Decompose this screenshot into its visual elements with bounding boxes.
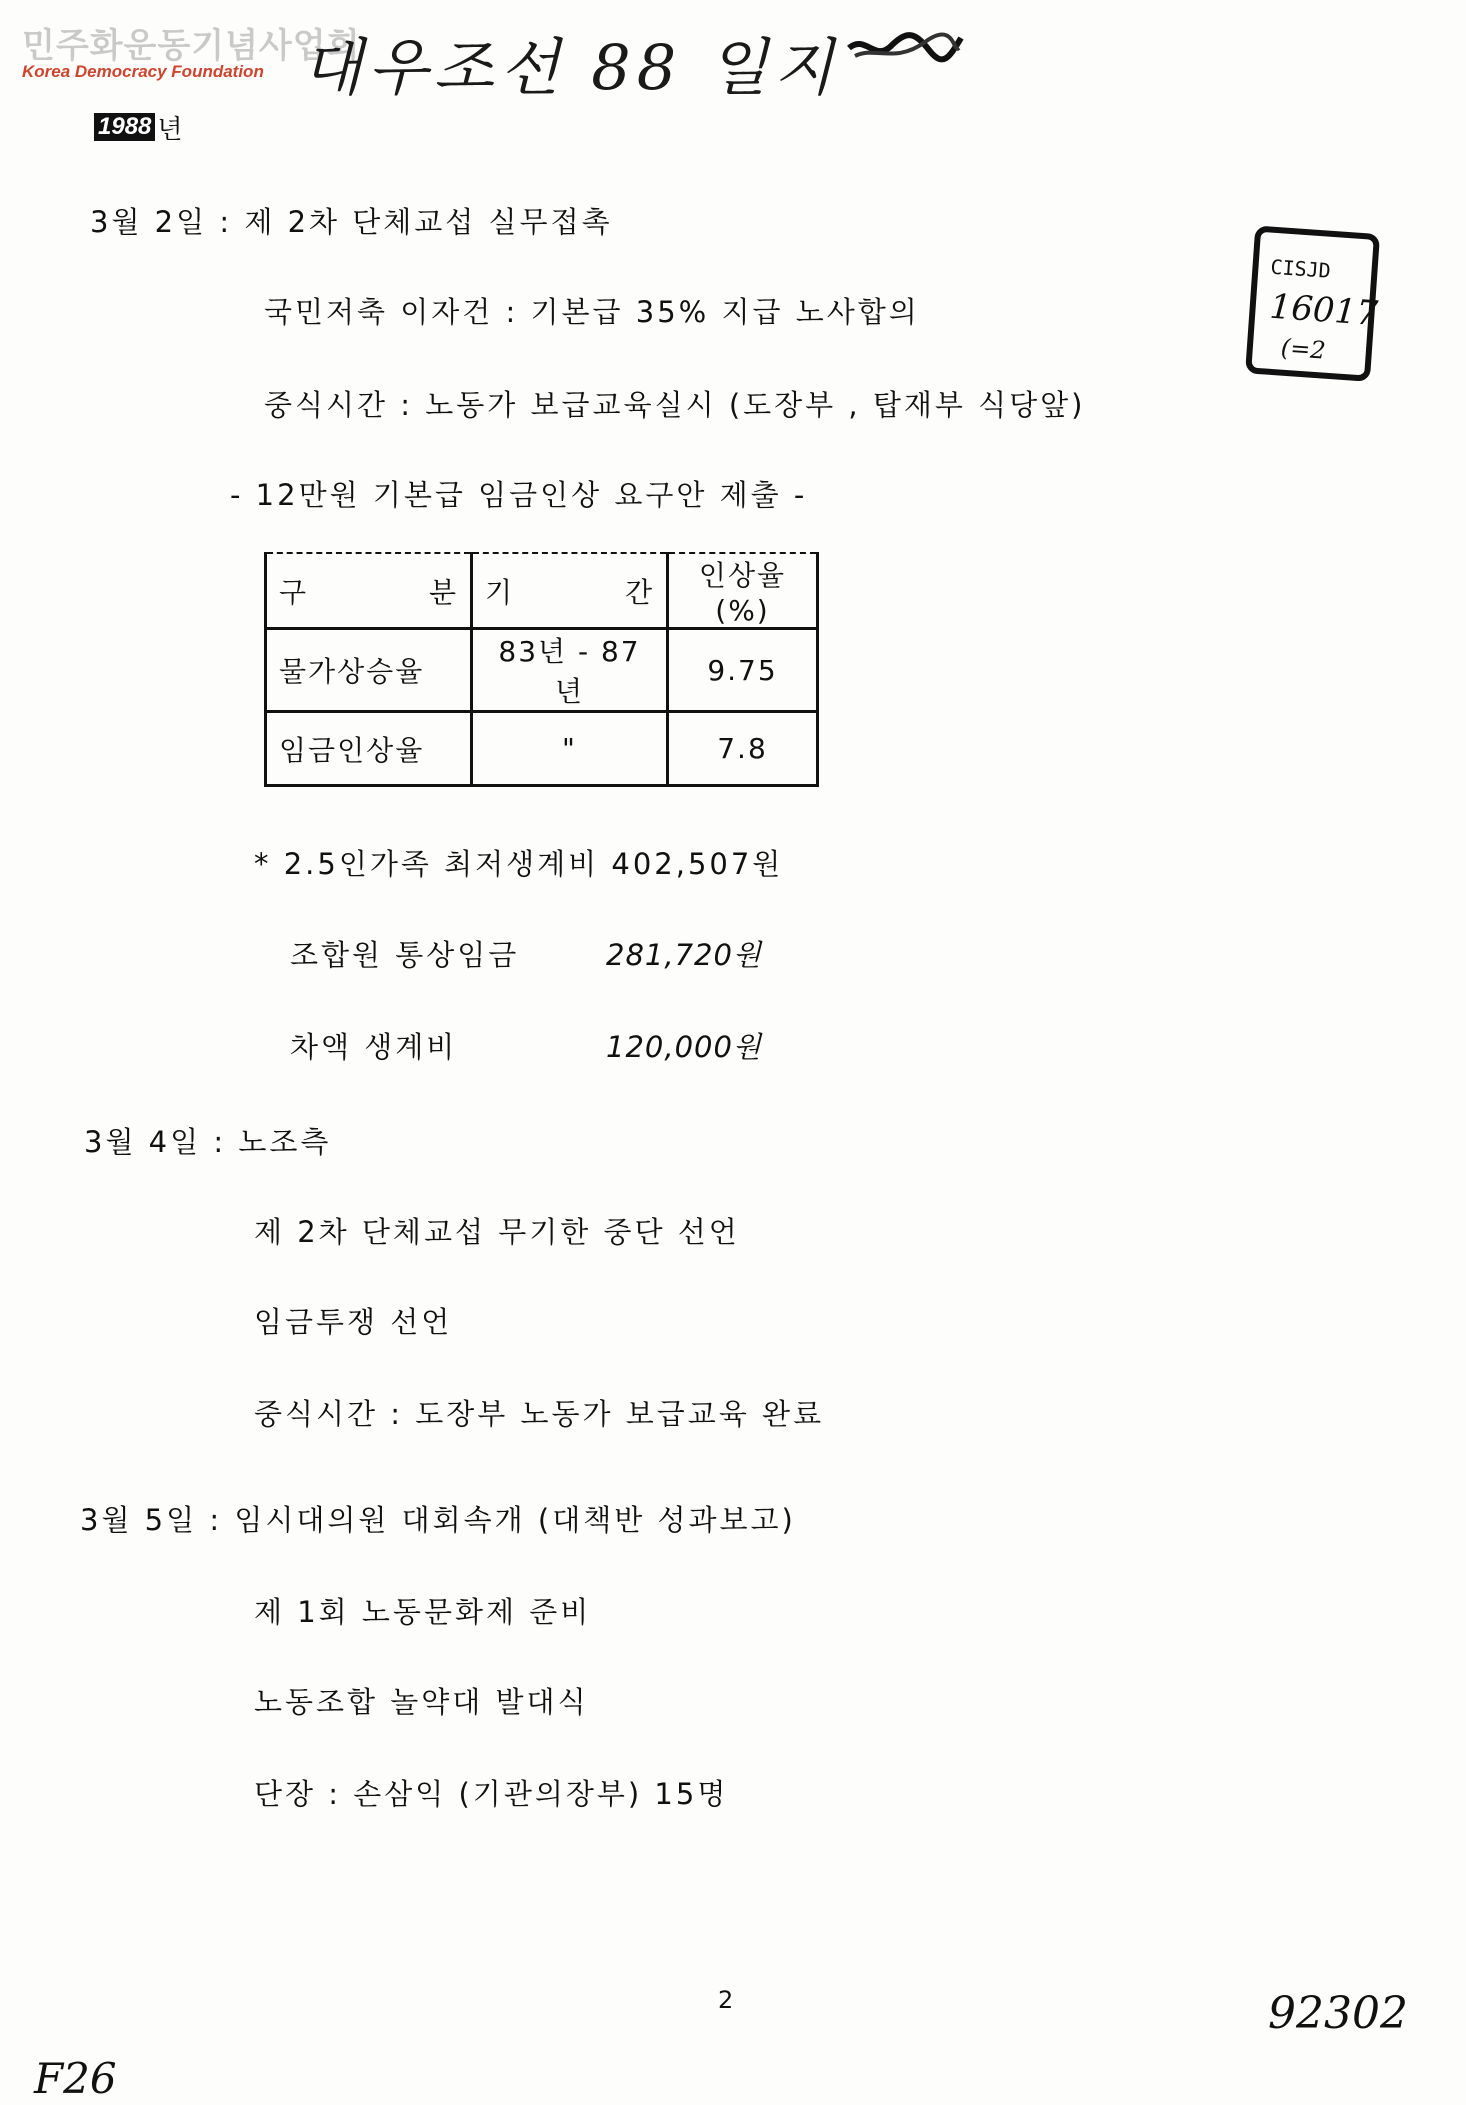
scribble-mark-icon <box>845 28 965 68</box>
table-cell-label: 임금인상율 <box>266 712 472 786</box>
page-number: 2 <box>718 1986 734 2014</box>
stamp-code: CISJD <box>1269 254 1332 283</box>
table-header-row <box>266 553 818 629</box>
handwritten-number: 92302 <box>1268 1988 1408 2039</box>
entry-march-4-line-1: 제 2차 단체교섭 무기한 중단 선언 <box>254 1215 740 1249</box>
entry-march-5-line-3: 단장 : 손삼익 (기관의장부) 15명 <box>254 1777 729 1811</box>
figure-label: 차액 생계비 <box>290 1030 458 1064</box>
entry-march-5-line-2: 노동조합 놀약대 발대식 <box>254 1685 589 1719</box>
table-cell-label: 물가상승율 <box>266 629 472 712</box>
table-cell-period: " <box>472 712 668 786</box>
table-cell-rate: 7.8 <box>668 712 818 786</box>
table-cell-period: 83년 - 87년 <box>472 629 668 712</box>
entry-march-4-line-2: 임금투쟁 선언 <box>254 1305 453 1339</box>
figure-amount: 120,000원 <box>606 1030 762 1064</box>
table-header-category: 구 분 <box>266 553 472 629</box>
watermark-english: Korea Democracy Foundation <box>22 62 264 81</box>
entry-march-4-line-3: 중식시간 : 도장부 노동가 보급교육 완료 <box>254 1397 825 1431</box>
table-header-rate: 인상율(%) <box>668 553 818 629</box>
figure-label: 조합원 통상임금 <box>290 938 520 972</box>
handwritten-code: F26 <box>34 2054 117 2103</box>
handwritten-title: 대우조선 88 일지 <box>302 31 840 104</box>
table-row <box>266 629 818 712</box>
stamp-sub: (=2 <box>1279 333 1327 365</box>
entry-march-4-heading: 3월 4일 : 노조측 <box>84 1125 332 1159</box>
table-header-period: 기 간 <box>472 553 668 629</box>
figure-amount: 281,720원 <box>606 938 762 972</box>
wage-comparison-table <box>264 552 819 787</box>
living-cost-note: * 2.5인가족 최저생계비 402,507원 <box>254 847 784 881</box>
entry-march-2-line-1: 국민저축 이자건 : 기본급 35% 지급 노사합의 <box>264 295 920 329</box>
entry-march-2-line-2: 중식시간 : 노동가 보급교육실시 (도장부 , 탑재부 식당앞) <box>264 388 1086 422</box>
table-cell-rate: 9.75 <box>668 629 818 712</box>
year-label <box>94 112 183 145</box>
stamp-number: 16017 <box>1268 286 1380 335</box>
entry-march-2-line-3: - 12만원 기본급 임금인상 요구안 제출 - <box>230 478 808 512</box>
table-row <box>266 712 818 786</box>
watermark-korean: 민주화운동기념사업회 <box>22 26 361 66</box>
entry-march-5-heading: 3월 5일 : 임시대의원 대회속개 (대책반 성과보고) <box>80 1503 796 1537</box>
entry-march-5-line-1: 제 1회 노동문화제 준비 <box>254 1595 592 1629</box>
entry-march-2-heading: 3월 2일 : 제 2차 단체교섭 실무접촉 <box>90 205 613 239</box>
year-suffix: 년 <box>157 114 183 145</box>
year-number: 1988 <box>94 113 155 141</box>
archive-stamp <box>1245 225 1390 384</box>
